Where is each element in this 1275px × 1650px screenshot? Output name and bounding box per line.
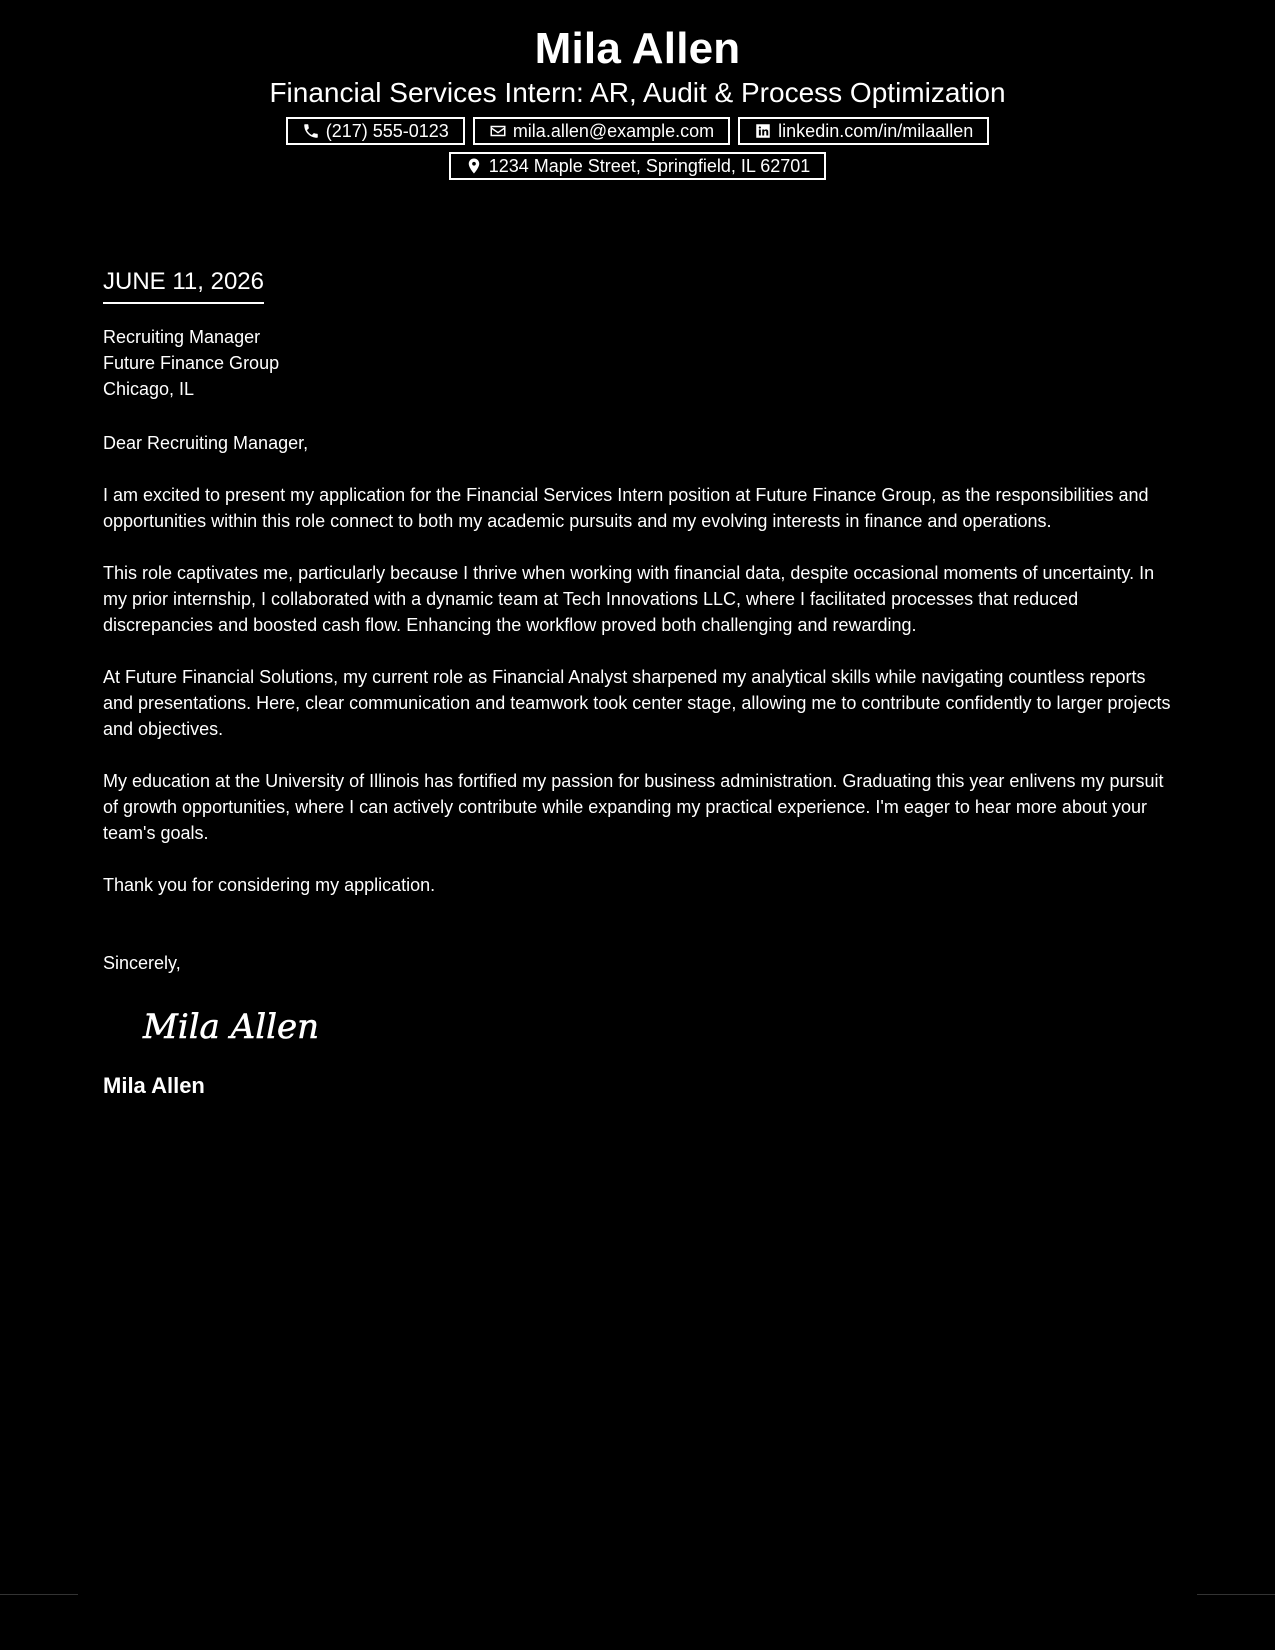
paragraph: My education at the University of Illinois has fortified my passion for business administration. Graduating this year enlivens my pursuit of growth opportunities, where I can actively contribute while expanding my practical experience. I'm eager to hear more about your team's goals. [103, 771, 1164, 843]
footer-rule-right [1197, 1594, 1275, 1595]
phone-text: (217) 555-0123 [325, 121, 449, 141]
contact-row-primary [0, 117, 1275, 145]
map-pin-icon [465, 157, 483, 175]
signature-glyphs: Mila Allen [143, 1007, 319, 1047]
recipient-title: Recruiting Manager [103, 327, 261, 347]
email-chip[interactable] [473, 117, 730, 145]
letter-date: JUNE 11, 2026 [103, 266, 264, 304]
address-chip[interactable] [449, 152, 827, 180]
linkedin-chip[interactable] [738, 117, 989, 145]
linkedin-text: linkedin.com/in/milaallen [778, 121, 974, 141]
applicant-headline: Financial Services Intern: AR, Audit & Process Optimization [269, 77, 1006, 108]
signer-name: Mila Allen [103, 1073, 205, 1098]
applicant-name: Mila Allen [534, 24, 741, 73]
contact-row-secondary [0, 152, 1275, 180]
recipient-block [103, 324, 1173, 402]
salutation: Dear Recruiting Manager, [103, 433, 309, 453]
letter-body [103, 266, 1173, 1100]
address-text: 1234 Maple Street, Springfield, IL 62701 [488, 156, 811, 176]
letter-header [0, 0, 1275, 180]
footer-rule-left [0, 1594, 78, 1595]
paragraph: This role captivates me, particularly because I thrive when working with financial data, despite occasional moments of uncertainty. In my prior internship, I collaborated with a dynamic team at Tech Innovations LLC, where I facilitated processes that reduced discrepancies and boosted cash flow. Enhancing the workflow proved both challenging and rewarding. [103, 563, 1155, 635]
recipient-location: Chicago, IL [103, 379, 195, 399]
paragraph: At Future Financial Solutions, my current role as Financial Analyst sharpened my analytical skills while navigating countless reports and presentations. Here, clear communication and teamwork took center stage, allowing me to contribute confidently to larger projects and objectives. [103, 667, 1171, 739]
recipient-company: Future Finance Group [103, 353, 280, 373]
handwritten-signature [139, 1000, 1173, 1050]
phone-icon [302, 122, 320, 140]
email-text: mila.allen@example.com [512, 121, 715, 141]
phone-chip[interactable] [286, 117, 465, 145]
closing: Sincerely, [103, 953, 181, 973]
signature-image [139, 1000, 359, 1050]
linkedin-icon [754, 122, 772, 140]
paragraph: I am excited to present my application for the Financial Services Intern position at Future Finance Group, as the responsibilities and opportunities within this role connect to both my academic pursuits and my evolving interests in finance and operations. [103, 485, 1149, 531]
paragraph: Thank you for considering my application. [103, 875, 436, 895]
envelope-icon [489, 122, 507, 140]
